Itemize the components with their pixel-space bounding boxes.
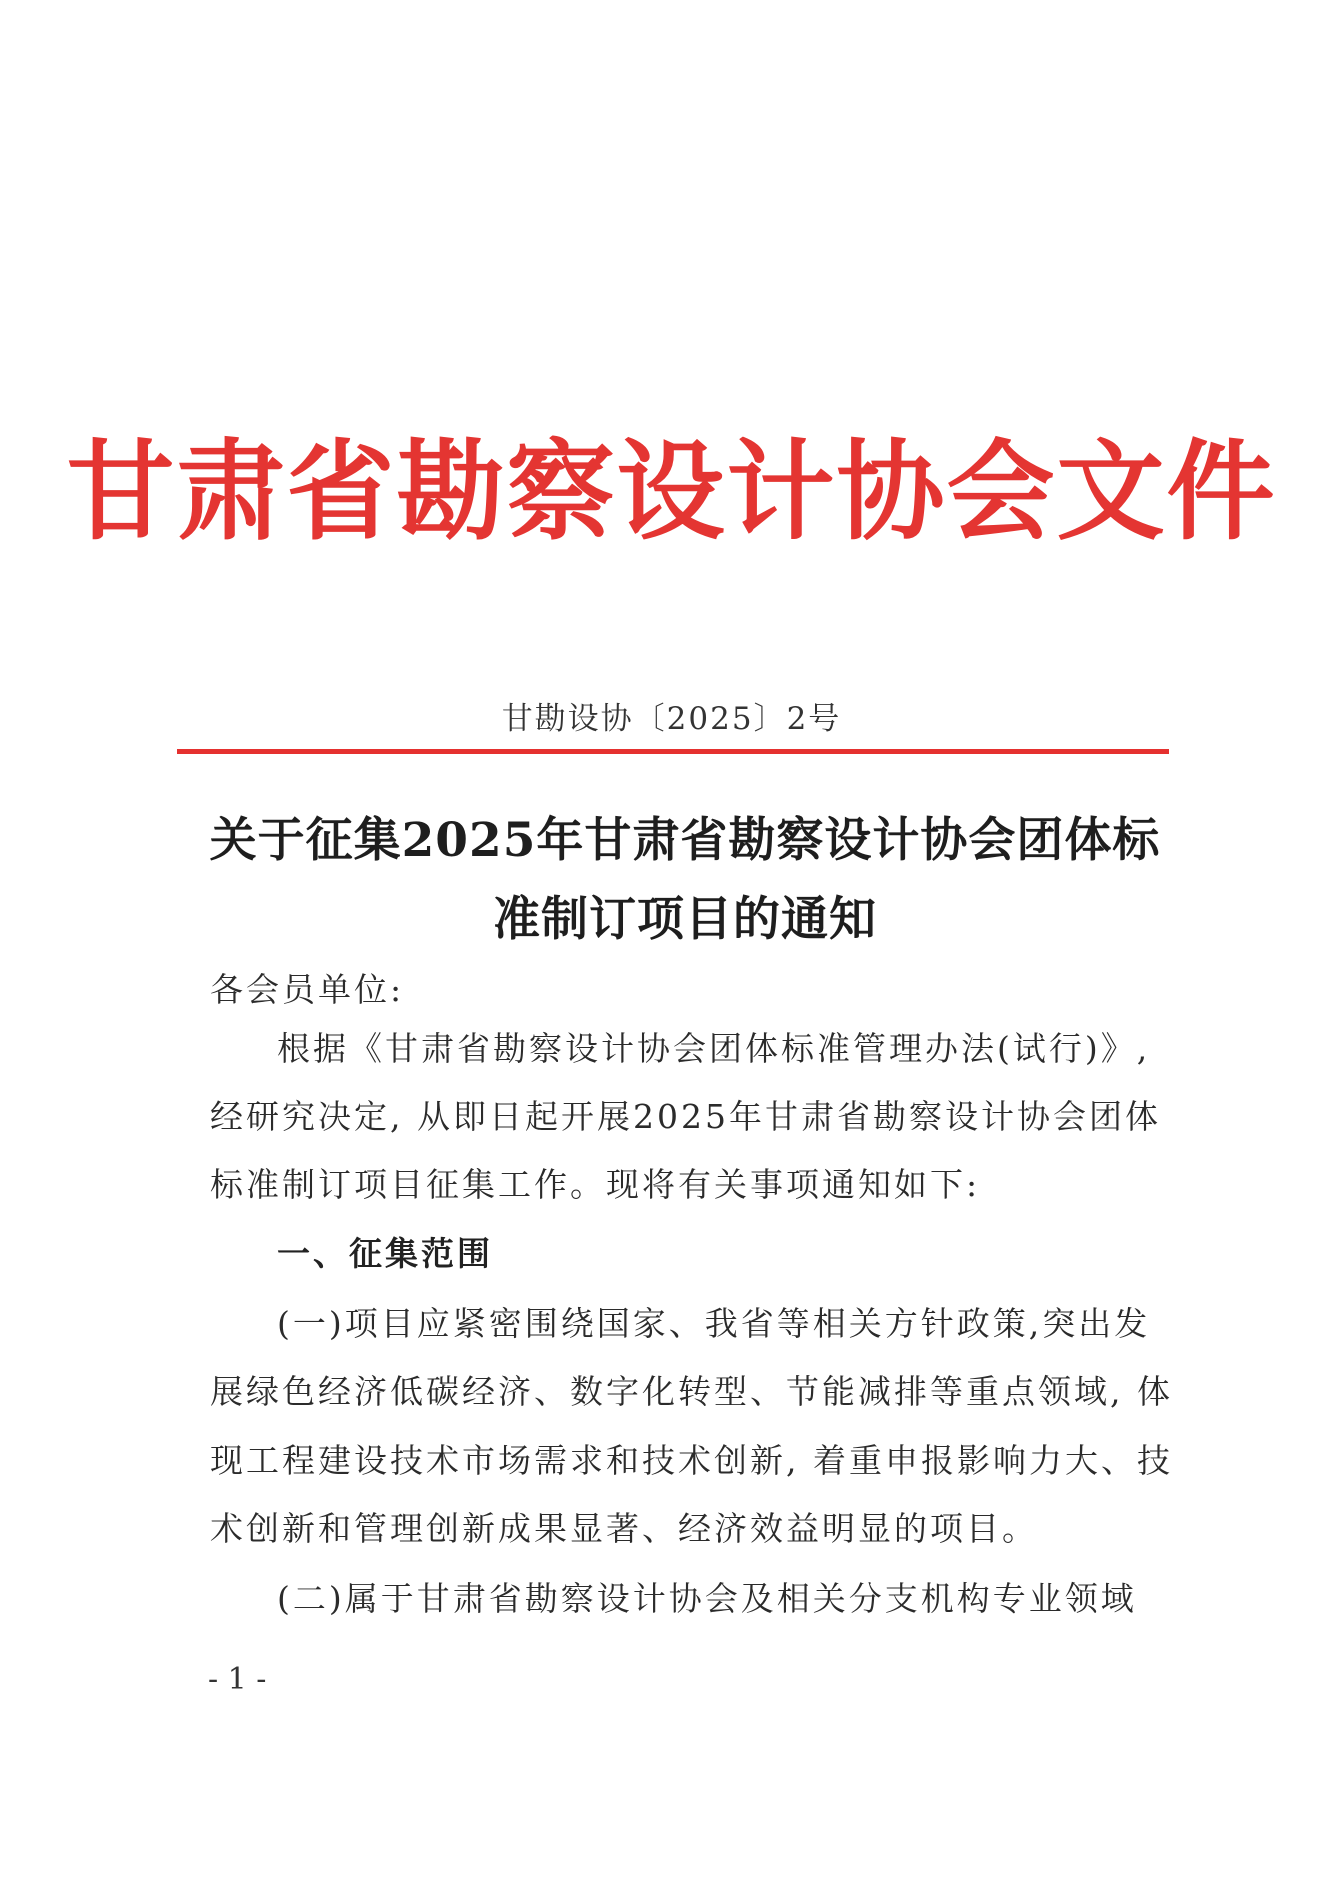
document-header-title: 甘肃省勘察设计协会文件 [66, 429, 1277, 555]
document-number: 甘勘设协〔2025〕2号 [501, 701, 842, 737]
page-number: - 1 - [208, 1662, 267, 1697]
item-1-line-4: 术创新和管理创新成果显著、经济效益明显的项目。 [210, 1509, 1038, 1548]
item-1-line-2: 展绿色经济低碳经济、数字化转型、节能减排等重点领域, 体 [210, 1372, 1173, 1411]
red-divider-line [177, 749, 1169, 754]
salutation: 各会员单位: [210, 970, 405, 1009]
notice-title-line-1: 关于征集2025年甘肃省勘察设计协会团体标 [209, 813, 1161, 868]
item-1-line-1: (一)项目应紧密围绕国家、我省等相关方针政策,突出发 [277, 1304, 1151, 1343]
notice-title-line-2: 准制订项目的通知 [493, 892, 877, 947]
intro-line-3: 标准制订项目征集工作。现将有关事项通知如下: [210, 1165, 981, 1204]
item-2-line-1: (二)属于甘肃省勘察设计协会及相关分支机构专业领域 [277, 1579, 1137, 1618]
intro-line-2: 经研究决定, 从即日起开展2025年甘肃省勘察设计协会团体 [210, 1097, 1161, 1136]
section-heading-1: 一、征集范围 [277, 1234, 493, 1273]
intro-line-1: 根据《甘肃省勘察设计协会团体标准管理办法(试行)》, [277, 1029, 1151, 1068]
item-1-line-3: 现工程建设技术市场需求和技术创新, 着重申报影响力大、技 [210, 1441, 1173, 1480]
